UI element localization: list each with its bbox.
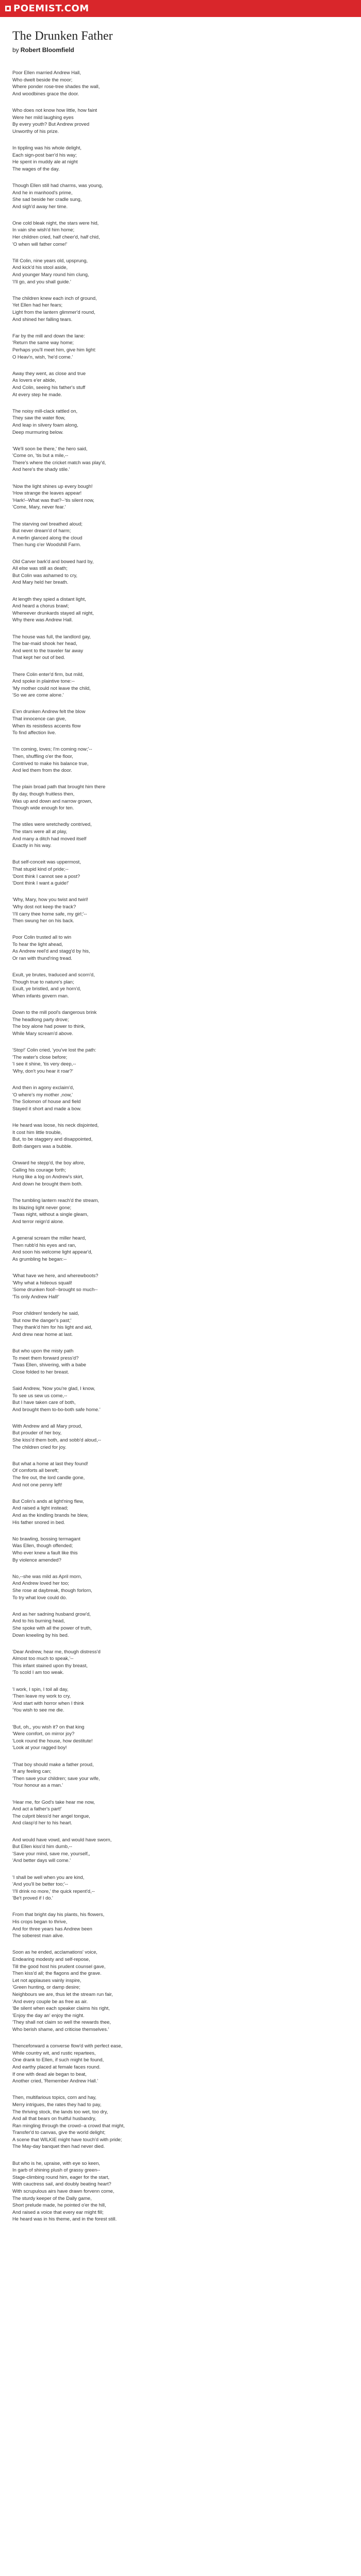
poem-line: The tumbling lantern reach'd the stream,	[12, 1197, 100, 1204]
poem-line: She rose at daybreak, though forlorn,	[12, 1587, 92, 1593]
poem-line: But self-conceit was uppermost,	[12, 859, 81, 865]
poem-line: The thriving stock, the lands too wet, too dry,	[12, 2108, 108, 2114]
poem-line: And all that bears on fruitful husbandry,	[12, 2115, 96, 2122]
poem-stanza	[12, 896, 349, 924]
poem-line: The soberest man alive.	[12, 1933, 64, 1939]
poem-line: With cauctress sail, and doubly beating heart?	[12, 2181, 111, 2187]
poem-line: And soon his welcome light appear'd,	[12, 1249, 93, 1255]
poem-line: And not one penny left!	[12, 1481, 62, 1487]
poem-stanza	[12, 219, 349, 247]
poem-line: 'Return the same way home;	[12, 340, 74, 346]
poem-line: Though Ellen still had charms, was young,	[12, 182, 103, 188]
poem-line: 'Stop!' Colin cried, 'you've lost the path:	[12, 1047, 96, 1053]
poem-line: Was Ellen, though offended;	[12, 1543, 73, 1549]
poem-line: And to his burning head,	[12, 1618, 65, 1624]
poem-stanza	[12, 1836, 349, 1864]
poem-line: Unworthy of his prize.	[12, 128, 59, 134]
poem-line: 'How strange the leaves appear!	[12, 490, 82, 496]
site-header	[0, 0, 361, 17]
poem-line: Down to the mill pool's dangerous brink	[12, 1009, 97, 1015]
poem-line: This infant stained upon thy breast,	[12, 1662, 88, 1668]
poem-line: Then hung o'er Woodshill Farm.	[12, 541, 81, 548]
poem-line: And would have vowd, and would have sworn,	[12, 1836, 112, 1842]
poem-line: No,--she was mild as April morn,	[12, 1573, 82, 1579]
poem-line: 'Look at your ragged boy!	[12, 1744, 67, 1751]
poem-line: 'We'll soon be there,' the hero said,	[12, 445, 88, 451]
poem-line: That innocence can give,	[12, 716, 67, 722]
poem-line: 'I'll go, and you shall guide.'	[12, 278, 71, 284]
poem-line: 'And every couple be as free as air.	[12, 1998, 88, 2004]
poem-line: Till the good host his prudent counsel gave,	[12, 1963, 106, 1969]
poem-stanza	[12, 671, 349, 699]
poem-stanza	[12, 1009, 349, 1037]
poem-stanza	[12, 596, 349, 623]
poem-line: 'Look round the house, how destitute!	[12, 1737, 93, 1743]
poem-stanza	[12, 708, 349, 736]
poem-line: He heard was loose, his neck disjointed,	[12, 1122, 99, 1128]
poem-line: His father snored in bed.	[12, 1519, 65, 1525]
poem-line: 'Hear me, for God's take hear me now,	[12, 1799, 95, 1805]
poem-line: To meet them forward press'd?	[12, 1354, 79, 1361]
poem-stanza	[12, 445, 349, 473]
poem-stanza	[12, 1234, 349, 1262]
site-name: POEMIST.COM	[13, 3, 89, 14]
poem-line: And went to the traveler far away	[12, 647, 84, 653]
poem-line: 'Then save your children; save your wife,	[12, 1775, 100, 1781]
poem-line: The Solomon of house and field	[12, 1098, 81, 1105]
poem-stanza	[12, 971, 349, 999]
poem-line: 'Twas Ellen, shivering, with a babe	[12, 1362, 87, 1368]
poem-author[interactable]: Robert Bloomfield	[20, 46, 74, 54]
poem-line: But, to be staggery and disappointed,	[12, 1136, 93, 1142]
poem-line: 'O when will father come!'	[12, 241, 68, 247]
poem-line: 'Your honour as a man.'	[12, 1782, 63, 1788]
poem-stanza	[12, 107, 349, 134]
poem-line: The boy alone had power to think,	[12, 1023, 86, 1029]
poem-line: The May-day banquet then had never died.	[12, 2143, 105, 2149]
poem-stanza	[12, 1686, 349, 1714]
poem-line: The fire out, the lord candle gone,	[12, 1475, 85, 1481]
poem-line: 'Be't proved if I do.'	[12, 1895, 53, 1901]
poem-line: 'So we are come alone.'	[12, 692, 64, 698]
poem-line: 'Enjoy the day an' enjoy the night.	[12, 2012, 85, 2018]
poem-line: With scrupulous airs have drawn forvenn come,	[12, 2188, 114, 2194]
poem-line: At length they spied a distant light,	[12, 596, 86, 602]
poem-line: Or ran with thund'ring tread.	[12, 955, 72, 961]
poem-line: While Mary scream'd above.	[12, 1030, 73, 1036]
poem-line: And Andrew loved her too;	[12, 1580, 69, 1586]
poem-stanza	[12, 1159, 349, 1187]
poem-line: Who does not know how little, how faint	[12, 107, 97, 113]
poem-line: And he in manhood's prime,	[12, 189, 73, 195]
poem-line: 'Save your mind, save me, yourself,,	[12, 1850, 90, 1856]
poem-line: 'And better days will come.'	[12, 1857, 71, 1863]
poem-line: To find affection live.	[12, 730, 56, 736]
poem-stanza	[12, 1723, 349, 1751]
poem-line: Though true to nature's plan;	[12, 978, 74, 985]
poem-line: And terror reign'd alone.	[12, 1218, 64, 1224]
poem-line: 'I see it shine, 'tis very deep,--	[12, 1061, 76, 1067]
poem-stanza	[12, 1084, 349, 1112]
poem-line: One drank to Ellen, if such might be found,	[12, 2057, 104, 2063]
poem-line: 'But, oh,, you wish it? on that king	[12, 1723, 85, 1730]
poem-line: 'What have we here, and wherewboots?	[12, 1273, 99, 1278]
poem-line: Almost too much to speak,'--	[12, 1655, 74, 1662]
poem-line: Of comforts all bereft;	[12, 1467, 59, 1473]
poem-line: 'I'll drink no more,' the quick repent'd,--	[12, 1888, 95, 1894]
poem-stanza	[12, 257, 349, 285]
poem-stanza	[12, 520, 349, 548]
poem-stanza	[12, 858, 349, 886]
poem-line: 'Be silent when each speaker claims his right,	[12, 2005, 110, 2011]
poem-line: And kick'd his stool aside,	[12, 264, 68, 270]
poem-line: Both dangers was a bubble.	[12, 1143, 73, 1149]
poem-line: She kiss'd them both, and sobb'd aloud,--	[12, 1437, 101, 1443]
poem-line: They thank'd him for his light and aid,	[12, 1324, 92, 1330]
poem-line: And led them from the door.	[12, 767, 72, 773]
poem-line: They saw the water flow,	[12, 415, 65, 421]
poem-line: The culprit bless'd her angel tongue,	[12, 1812, 90, 1819]
poem-line: Hung like a log on Andrew's skirt,	[12, 1174, 84, 1180]
poem-stanza	[12, 1874, 349, 1902]
poem-line: Who dwelt beside the moor;	[12, 76, 73, 82]
poem-line: Were her mild laughing eyes	[12, 114, 74, 120]
poem-stanza	[12, 1761, 349, 1789]
poem-stanza	[12, 2042, 349, 2084]
poem-line: Said Andrew, 'Now you're glad, I know,	[12, 1385, 95, 1391]
poem-line: And Mary held her breath.	[12, 579, 69, 585]
poem-line: Then swung her on his back.	[12, 918, 74, 924]
poem-line: But never dream'd of harm;	[12, 528, 71, 534]
poem-line: Was up and down and narrow grown,	[12, 798, 92, 804]
poem-byline	[12, 46, 349, 54]
poem-line: Then rubb'd his eyes and ran,	[12, 1242, 76, 1248]
poem-line: 'Dont think I cannot see a post?	[12, 873, 80, 879]
poem-line: 'You wish to see me die.	[12, 1707, 64, 1713]
poem-stanza	[12, 2094, 349, 2150]
poem-line: To see us sew us come,--	[12, 1392, 68, 1398]
poem-line: The house was full, the landlord gay,	[12, 633, 91, 639]
poem-stanza	[12, 332, 349, 360]
poem-line: As grumbling he began:--	[12, 1256, 67, 1262]
poem-line: Transfer'd to canvas, give the world delight;	[12, 2129, 106, 2136]
poem-line: He spent in muddy ale at night	[12, 159, 78, 165]
poem-line: Another cried, 'Remember Andrew Hall.'	[12, 2078, 99, 2084]
poem-line: But who is he, upraise, with eye so keen,	[12, 2160, 100, 2166]
poem-line: 'I shall be well when you are kind,	[12, 1874, 85, 1880]
poem-line: Short prelude made, he pointed o'er the hill,	[12, 2202, 106, 2208]
poem-stanza	[12, 408, 349, 435]
poem-stanza	[12, 1422, 349, 1450]
poem-line: 'Green hunting, or damp desire;	[12, 1984, 80, 1990]
poem-line: A merlin glanced along the cloud	[12, 534, 83, 540]
poem-line: Old Carver bark'd and bowed hard by,	[12, 558, 94, 564]
poem-line: The sturdy keeper of the Dally game,	[12, 2195, 92, 2201]
poem-line: Where ponder rose-tree shades the wall,	[12, 83, 100, 90]
poem-line: 'They shall not claim so well the rewards thee,	[12, 2019, 111, 2025]
poem-line: The noisy mill-clack rattled on,	[12, 408, 78, 414]
poem-line: Thenceforward a converse flow'd with perfect ease,	[12, 2043, 123, 2049]
poem-stanza	[12, 558, 349, 586]
poem-line: 'Hark!--What was that?--'tis silent now,	[12, 497, 94, 503]
poem-stanza	[12, 1535, 349, 1563]
poem-line: 'Come, Mary, never fear.'	[12, 504, 66, 510]
poem-line: 'I'm coming, loves; I'm coming now;'--	[12, 746, 92, 752]
poem-line: All else was still as death;	[12, 565, 68, 571]
poem-line: There Colin enter'd firm, but mild,	[12, 671, 84, 677]
poem-line: There's where the cricket match was play'd,	[12, 459, 106, 465]
poem-line: And sigh'd away her time.	[12, 203, 68, 209]
poem-line: Her children cried, half cheer'd, half chid,	[12, 234, 100, 240]
poem-line: And down he brought them both.	[12, 1180, 83, 1187]
poem-line: And here's the shady stile.'	[12, 466, 70, 472]
poem-line: In garb of shining plush of grassy green--	[12, 2167, 101, 2173]
poem-line: One cold bleak night, the stars were hid,	[12, 219, 99, 226]
poem-line: The headlong party drove;	[12, 1016, 69, 1022]
poem-stanza	[12, 1460, 349, 1488]
poem-line: 'Dear Andrew, hear me, though distress'd	[12, 1648, 101, 1654]
poem-stanza	[12, 182, 349, 210]
poem-stanza	[12, 69, 349, 97]
poem-line: And clasp'd her to his heart.	[12, 1820, 72, 1826]
poem-line: 'The water's close before;	[12, 1054, 68, 1060]
poem-line: Ran mingling through the crowd--a crowd that might,	[12, 2122, 125, 2128]
poem-line: As lovers e'er abide,	[12, 377, 56, 383]
poem-line: O Heav'n, wish, 'he'd come.'	[12, 353, 73, 360]
poem-stanza	[12, 483, 349, 511]
poem-line: 'Come on, 'tis but a mile,--	[12, 452, 69, 459]
poem-line: 'If any feeling can;	[12, 1768, 52, 1774]
poem-body	[12, 69, 349, 2223]
poem-line: But who upon the misty path	[12, 1347, 74, 1353]
poem-line: Whereever drunkards stayed all night,	[12, 609, 94, 616]
poem-stanza	[12, 144, 349, 172]
poem-line: The stiles were wretchedly contrived,	[12, 821, 92, 827]
poem-stanza	[12, 821, 349, 849]
poem-line: When its resistless accents flow	[12, 722, 81, 728]
poem-line: Then kiss'd all; the flagons and the grave.	[12, 1970, 102, 1976]
poem-line: 'Twas night, without a single gleam,	[12, 1211, 89, 1217]
poem-line: But Ellen kiss'd him dumb,--	[12, 1843, 72, 1850]
poem-line: And act a father's part!'	[12, 1806, 62, 1812]
poem-line: And as her sadning husband grow'd,	[12, 1611, 91, 1617]
poem-line: By day, though fruitless then,	[12, 791, 75, 796]
poem-line: Away they went, as close and true	[12, 370, 86, 376]
poem-line: Each sign-post barr'd his way;	[12, 151, 77, 158]
poem-line: And spoke in plaintive tone:--	[12, 678, 75, 684]
poem-line: Who ever knew a fault like this	[12, 1549, 78, 1555]
poem-line: Yet Ellen had her fears;	[12, 302, 63, 308]
poem-line: Endearing modesty and self-repose,	[12, 1956, 90, 1962]
poem-line: She sad beside her cradle sung,	[12, 196, 82, 202]
poem-line: When infants govern man.	[12, 993, 69, 999]
poem-stanza	[12, 1911, 349, 1939]
poem-line: Till Colin, nine years old, upsprung,	[12, 257, 88, 263]
poem-stanza	[12, 745, 349, 773]
site-logo[interactable]	[5, 3, 89, 14]
poem-line: Let not applauses vainly inspire,	[12, 1977, 81, 1983]
poem-line: And then in agony exclaim'd,	[12, 1084, 74, 1091]
poem-line: By violence amended?	[12, 1556, 61, 1563]
poem-line: The children cried for joy.	[12, 1444, 67, 1450]
poem-line: 'My mother could not leave the child,	[12, 685, 91, 691]
poem-line: 'Then leave my work to cry,	[12, 1693, 71, 1699]
poem-stanza	[12, 1310, 349, 1337]
poem-line: And raised a voice that every ear might fill;	[12, 2209, 104, 2215]
poem-stanza	[12, 633, 349, 661]
poem-line: And raised a light instead;	[12, 1505, 68, 1511]
poem-line: 'I work, I spin, I toil all day,	[12, 1686, 69, 1692]
poem-line: 'Dont think I want a guide!'	[12, 880, 69, 886]
poem-line: And shined her falling tears.	[12, 316, 73, 322]
poem-stanza	[12, 934, 349, 961]
poem-line: To try what love could do.	[12, 1594, 67, 1600]
poem-line: That kept her out of bed.	[12, 654, 65, 660]
poem-stanza	[12, 1498, 349, 1526]
poem-line: Poor Colin trusted all to win	[12, 934, 72, 940]
poem-line: 'That boy should make a father proud,	[12, 1761, 94, 1767]
poem-line: But I have taken care of both,	[12, 1399, 76, 1405]
poem-line: But Colin's ands at light'ning flew,	[12, 1498, 84, 1504]
poem-line: 'Now the light shines up every bough!	[12, 483, 93, 489]
poem-line: And drew near home at last.	[12, 1331, 73, 1337]
poem-stanza	[12, 1347, 349, 1375]
poem-line: By every youth? But Andrew proved	[12, 121, 90, 127]
poem-line: At every step he made.	[12, 391, 62, 397]
poem-line: Onward he stepp'd, the boy afore,	[12, 1160, 85, 1166]
poem-stanza	[12, 1648, 349, 1676]
poem-stanza	[12, 1948, 349, 2032]
poem-line: And brought them to-bo-both safe home.'	[12, 1406, 101, 1412]
poem-line: Contrived to make his balance true,	[12, 760, 89, 766]
poem-stanza	[12, 1799, 349, 1826]
poem-line: In tippling was his whole delight,	[12, 144, 81, 150]
poem-line: Merry intrigues, the rates they had to pay,	[12, 2101, 102, 2107]
poem-line: Calling his courage forth;	[12, 1166, 66, 1173]
poem-line: 'Tis only Andrew Hall!'	[12, 1293, 59, 1299]
poem-line: Stayed it short and made a bow.	[12, 1105, 81, 1111]
poem-line: But prouder of her boy,	[12, 1430, 62, 1436]
logo-square-icon	[5, 6, 11, 11]
poem-line: The wages of the day.	[12, 165, 60, 172]
poem-line: Neighbours we are, thus let the stream run fair,	[12, 1991, 113, 1997]
poem-line: A general scream the miller heard,	[12, 1235, 86, 1241]
poem-line: She spoke with all the power of truth,	[12, 1624, 92, 1631]
poem-line: Why there was Andrew Hall.	[12, 617, 73, 623]
poem-line: The children knew each inch of ground,	[12, 295, 97, 301]
poem-line: It cost him little trouble,	[12, 1129, 62, 1135]
poem-stanza	[12, 1046, 349, 1074]
poem-line: And many a ditch had moved itself	[12, 835, 87, 841]
poem-line: Exult, ye bristled, and ye horn'd,	[12, 986, 81, 992]
poem-line: Exult, ye brutes, traduced and scorn'd,	[12, 972, 95, 978]
poem-stanza	[12, 1573, 349, 1601]
poem-line: The bar-maid shook her head,	[12, 640, 77, 647]
poem-line: While country wit, and rustic repartees,	[12, 2049, 96, 2056]
poem-line: A scene that WILKIE might have touch'd with pride;	[12, 2136, 122, 2142]
poem-container	[0, 17, 361, 2223]
poem-line: The plain broad path that brought him there	[12, 784, 106, 790]
poem-line: And younger Mary round him clung,	[12, 272, 89, 278]
poem-line: Soon as he ended, acclamations' voice,	[12, 1949, 97, 1955]
poem-stanza	[12, 783, 349, 811]
poem-line: And woodbines grace the door.	[12, 90, 79, 96]
poem-line: Poor children! tenderly he said,	[12, 1310, 79, 1316]
poem-line: 'Why dost not keep the track?	[12, 903, 76, 909]
poem-line: That stupid kind of pride;--	[12, 866, 69, 872]
poem-line: But Colin was ashamed to cry,	[12, 572, 77, 578]
poem-line: 'Were comfort, on mirror joy?	[12, 1731, 75, 1737]
poem-line: Who berish shame, and criticise themselves.'	[12, 2026, 109, 2032]
poem-line: Exactly in his way.	[12, 842, 52, 849]
byline-prefix: by	[12, 46, 19, 54]
poem-stanza	[12, 1272, 349, 1300]
poem-line: The stars were all at play,	[12, 828, 68, 834]
poem-line: 'But now the danger's past;'	[12, 1317, 72, 1323]
poem-line: Far by the mill and down the lane:	[12, 332, 85, 338]
poem-stanza	[12, 1197, 349, 1225]
poem-line: In vain she wish'd him home;	[12, 227, 75, 233]
poem-stanza	[12, 370, 349, 398]
poem-title: The Drunken Father	[12, 29, 113, 43]
poem-line: And as the kindling brands he blew,	[12, 1512, 89, 1518]
poem-line: From that bright day his plants, his flowers,	[12, 1911, 105, 1918]
poem-line: Its blazing light never gone;	[12, 1204, 72, 1210]
poem-line: Then, shuffling o'er the floor,	[12, 753, 73, 759]
poem-line: 'And start with horror when I think	[12, 1700, 84, 1706]
poem-line: But what a home at last they found!	[12, 1460, 88, 1466]
poem-line: Stage-climbing round him, eager for the start,	[12, 2174, 110, 2180]
poem-line: 'Why what a hideous squall!	[12, 1279, 72, 1285]
poem-line: As Andrew reel'd and stagg'd by his,	[12, 948, 90, 954]
poem-line: And leap in silvery foam along,	[12, 421, 78, 428]
poem-line: With Andrew and all Mary proud,	[12, 1422, 83, 1429]
poem-stanza	[12, 1611, 349, 1638]
poem-line: And earthy placed at female faces round.	[12, 2063, 101, 2070]
poem-line: And Colin, seeing his father's stuff	[12, 384, 86, 390]
poem-line: The starving owl breathed aloud;	[12, 520, 83, 527]
poem-line: E'en drunken Andrew felt the blow	[12, 708, 86, 715]
poem-line: 'To scold I am too weak.	[12, 1669, 64, 1675]
poem-line: 'I'll carry thee home safe, my girl;'--	[12, 910, 87, 917]
poem-line: Down kneeling by his bed.	[12, 1632, 69, 1638]
poem-line: No brawling, bossing termagant	[12, 1535, 80, 1541]
poem-line: 'Some drunken fool!--brought so much--	[12, 1286, 98, 1293]
poem-line: Deep murmuring below.	[12, 429, 64, 435]
poem-stanza	[12, 1122, 349, 1149]
poem-line: Light from the lantern glimmer'd round,	[12, 309, 95, 315]
poem-stanza	[12, 1385, 349, 1413]
poem-line: He heard was in his theme, and in the forest still.	[12, 2216, 117, 2222]
poem-line: 'And you'll be better too;'--	[12, 1881, 69, 1887]
poem-line: Though wide enough for ten.	[12, 805, 74, 811]
poem-line: And for three years has Andrew been	[12, 1925, 92, 1931]
poem-line: Then, multifarious topics, corn and hay,	[12, 2094, 96, 2100]
poem-line: To hear the light ahead,	[12, 941, 63, 947]
poem-stanza	[12, 2160, 349, 2223]
poem-line: 'O where's my mother ,now,'	[12, 1091, 73, 1097]
poem-line: 'Why, don't you hear it roar?'	[12, 1067, 73, 1074]
poem-line: 'Why, Mary, how you twist and twirl!	[12, 896, 88, 903]
poem-line: Perhaps you'll meet him, give him light:	[12, 346, 96, 352]
poem-stanza	[12, 295, 349, 323]
poem-line: Close folded to her breast.	[12, 1368, 69, 1375]
poem-line: And heard a chorus brawl;	[12, 603, 69, 609]
poem-line: Poor Ellen married Andrew Hall,	[12, 70, 81, 75]
poem-line: If one with dead ale began to beat,	[12, 2071, 87, 2077]
poem-line: His crops began to thrive,	[12, 1919, 68, 1925]
